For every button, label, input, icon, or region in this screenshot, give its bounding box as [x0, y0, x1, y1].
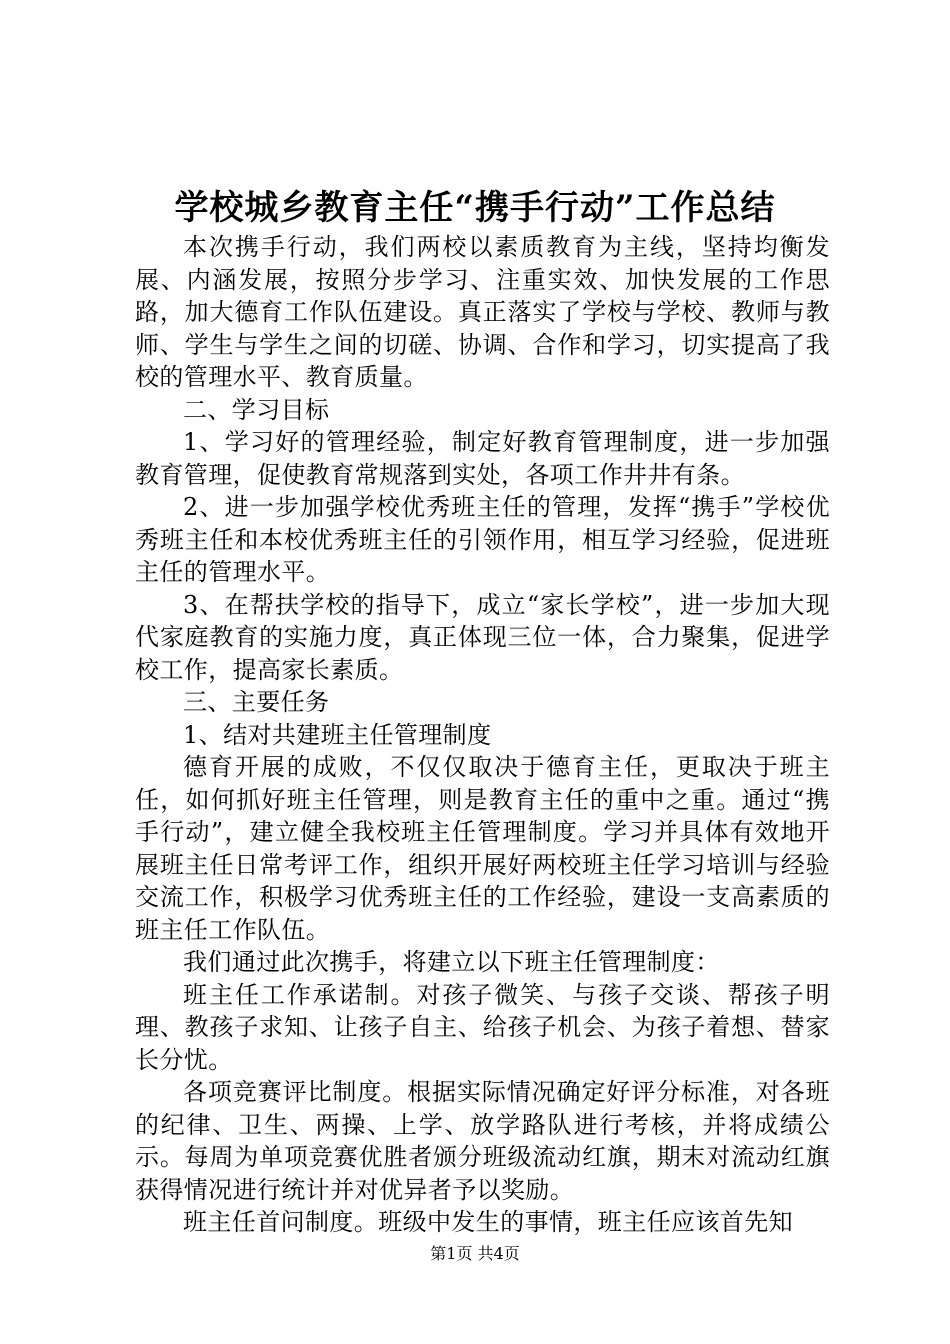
paragraph-commitment-system: 班主任工作承诺制。对孩子微笑、与孩子交谈、帮孩子明理、教孩子求知、让孩子自主、给孩子机会、为孩子着想、替家长分忧。 — [135, 980, 830, 1074]
document-title: 学校城乡教育主任“携手行动”工作总结 — [174, 188, 776, 228]
paragraph-goal-1: 1、学习好的管理经验，制定好教育管理制度，进一步加强教育管理，促使教育常规落到实处，各项工作井井有条。 — [135, 428, 830, 489]
paragraph-systems-intro: 我们通过此次携手，将建立以下班主任管理制度： — [183, 948, 720, 976]
paragraph-first-inquiry-system: 班主任首问制度。班级中发生的事情，班主任应该首先知 — [183, 1208, 793, 1236]
paragraph-competition-system: 各项竞赛评比制度。根据实际情况确定好评分标准，对各班的纪律、卫生、两操、上学、放学路队进行考核，并将成绩公示。每周为单项竞赛优胜者颁分班级流动红旗，期末对流动红旗获得情况进行统计并对优异者予以奖励。 — [135, 1078, 830, 1204]
section-heading-main-tasks: 三、主要任务 — [183, 688, 330, 716]
section-heading-learning-goals: 二、学习目标 — [183, 395, 330, 424]
paragraph-goal-3: 3、在帮扶学校的指导下，成立“家长学校”，进一步加大现代家庭教育的实施力度，真正体现三位一体，合力聚集，促进学校工作，提高家长素质。 — [135, 590, 830, 684]
document-body — [135, 231, 830, 1239]
subheading-task-1: 1、结对共建班主任管理制度 — [183, 720, 492, 749]
paragraph-goal-2: 2、进一步加强学校优秀班主任的管理，发挥“携手”学校优秀班主任和本校优秀班主任的引领作用，相互学习经验，促进班主任的管理水平。 — [135, 493, 830, 586]
paragraph-task-1-detail: 德育开展的成败，不仅仅取决于德育主任，更取决于班主任，如何抓好班主任管理，则是教育主任的重中之重。通过“携手行动”，建立健全我校班主任管理制度。学习并具体有效地开展班主任日常考评工作，组织开展好两校班主任学习培训与经验交流工作，积极学习优秀班主任的工作经验，建设一支高素质的班主任工作队伍。 — [135, 753, 830, 944]
page-footer: 第1页 共4页 — [430, 1244, 520, 1263]
paragraph-intro: 本次携手行动，我们两校以素质教育为主线，坚持均衡发展、内涵发展，按照分步学习、注重实效、加快发展的工作思路，加大德育工作队伍建设。真正落实了学校与学校、教师与教师、学生与学生之间的切磋、协调、合作和学习，切实提高了我校的管理水平、教育质量。 — [135, 233, 830, 391]
